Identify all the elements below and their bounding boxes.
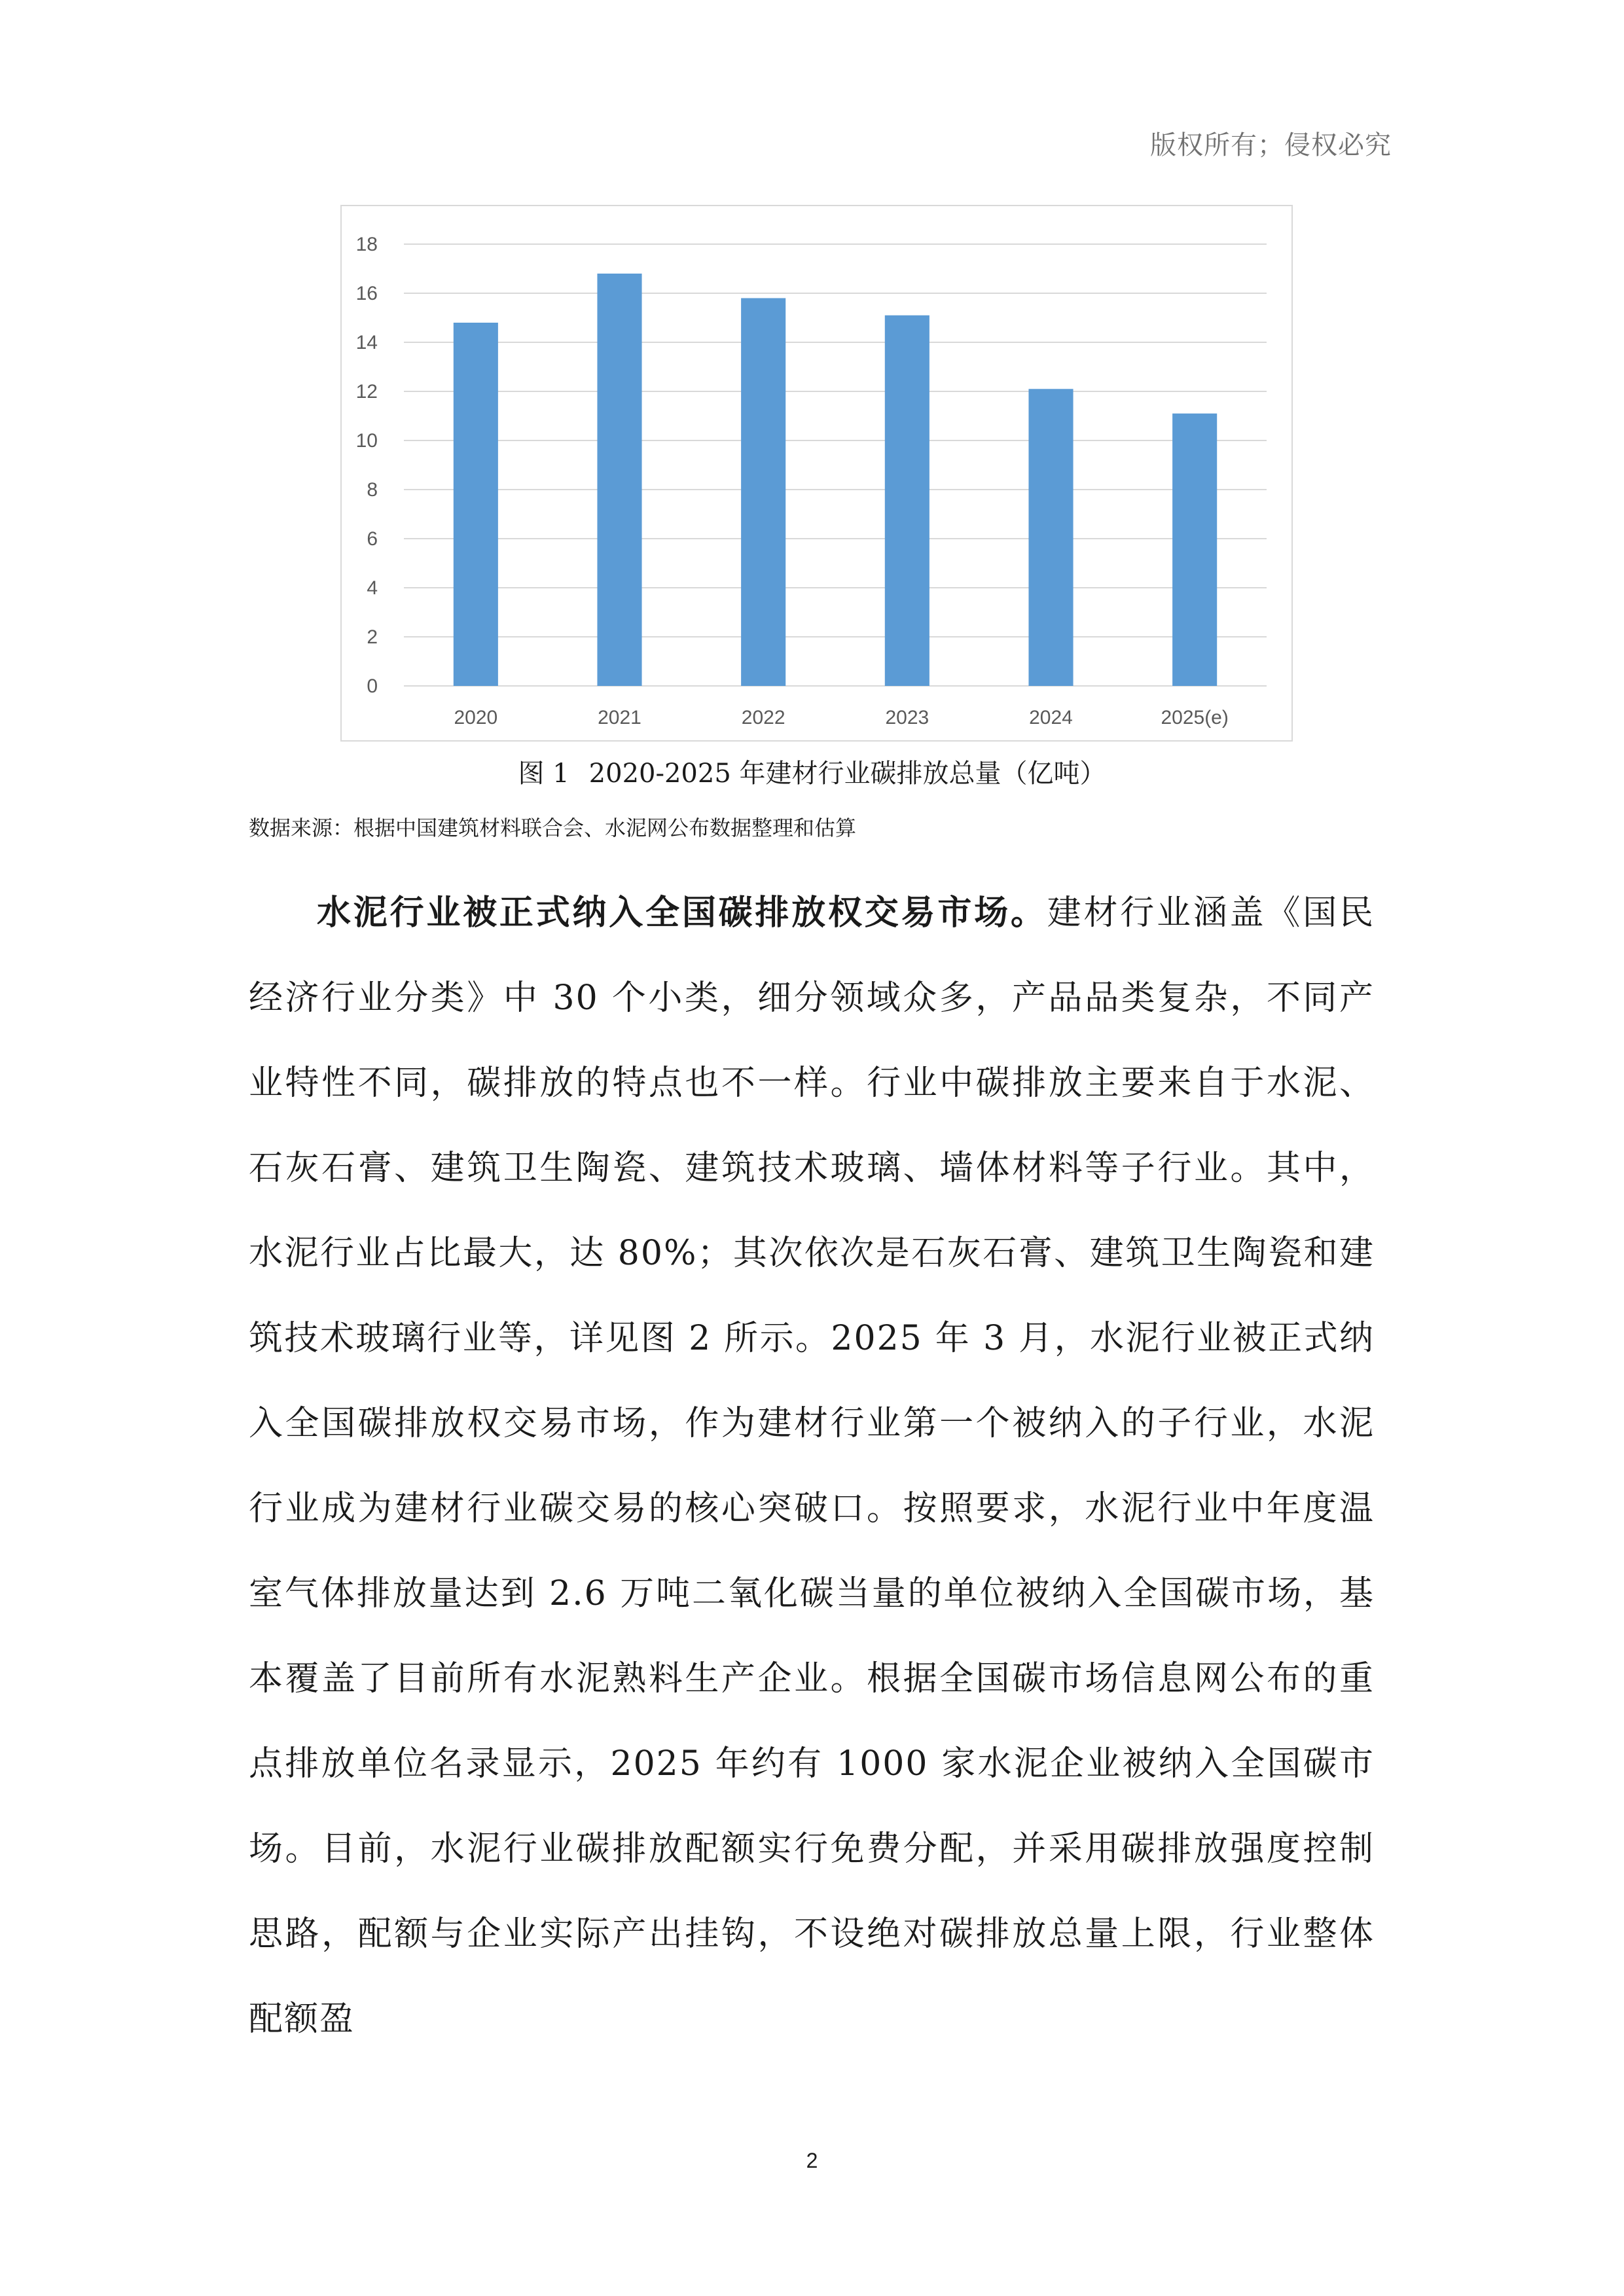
figure-caption-text: 2020-2025 年建材行业碳排放总量（亿吨） <box>588 759 1106 789</box>
chart-bars <box>454 274 1217 686</box>
y-tick-label: 6 <box>367 528 378 550</box>
figure-caption <box>0 753 1624 790</box>
x-tick-label: 2025(e) <box>1161 707 1229 728</box>
y-tick-label: 16 <box>355 283 378 304</box>
x-tick-label: 2022 <box>741 707 785 728</box>
y-tick-label: 2 <box>367 626 378 648</box>
figure-source: 数据来源：根据中国建筑材料联合会、水泥网公布数据整理和估算 <box>249 816 857 840</box>
page-number: 2 <box>806 2149 818 2172</box>
chart-gridlines <box>404 244 1267 686</box>
figure-number: 图 1 <box>518 759 569 789</box>
paragraph-lead: 水泥行业被正式纳入全国碳排放权交易市场。 <box>317 893 1047 933</box>
body-paragraph <box>249 870 1375 2062</box>
emissions-bar-chart <box>340 205 1293 742</box>
bar-2025(e) <box>1172 414 1217 686</box>
y-axis-ticks <box>356 234 378 697</box>
y-tick-label: 18 <box>355 234 378 255</box>
x-tick-label: 2021 <box>598 707 641 728</box>
bar-2020 <box>454 323 498 686</box>
copyright-notice: 版权所有；侵权必究 <box>1150 130 1392 160</box>
x-tick-label: 2020 <box>454 707 498 728</box>
bar-2023 <box>885 315 929 686</box>
paragraph-text: 建材行业涵盖《国民经济行业分类》中 30 个小类，细分领域众多，产品品类复杂，不同产业特性不同，碳排放的特点也不一样。行业中碳排放主要来自于水泥、石灰石膏、建筑卫生陶瓷、建筑技术玻璃、墙体材料等子行业。其中，水泥行业占比最大，达 80%；其次依次是石灰石膏、建筑卫生陶瓷和建筑技术玻璃行业等，详见图 2 所示。2025 年 3 月，水泥行业被正式纳入全国碳排放权交易市场，作为建材行业第一个被纳入的子行业，水泥行业成为建材行业碳交易的核心突破口。按照要求，水泥行业中年度温室气体排放量达到 2.6 万吨二氧化碳当量的单位被纳入全国碳市场，基本覆盖了目前所有水泥熟料生产企业。根据全国碳市场信息网公布的重点排放单位名录显示，2025 年约有 1000 家水泥企业被纳入全国碳市场。目前，水泥行业碳排放配额实行免费分配，并采用碳排放强度控制思路，配额与企业实际产出挂钩，不设绝对碳排放总量上限，行业整体配额盈 <box>249 893 1375 2039</box>
y-tick-label: 10 <box>355 430 378 452</box>
chart-canvas <box>342 206 1291 740</box>
x-tick-label: 2024 <box>1029 707 1073 728</box>
bar-2021 <box>597 274 641 686</box>
bar-2022 <box>741 298 785 687</box>
y-tick-label: 0 <box>367 675 378 697</box>
x-axis-ticks <box>454 707 1228 728</box>
y-tick-label: 14 <box>355 332 378 353</box>
y-tick-label: 12 <box>355 381 378 403</box>
x-tick-label: 2023 <box>885 707 929 728</box>
y-tick-label: 8 <box>367 479 378 501</box>
bar-2024 <box>1028 389 1073 686</box>
y-tick-label: 4 <box>367 577 378 599</box>
